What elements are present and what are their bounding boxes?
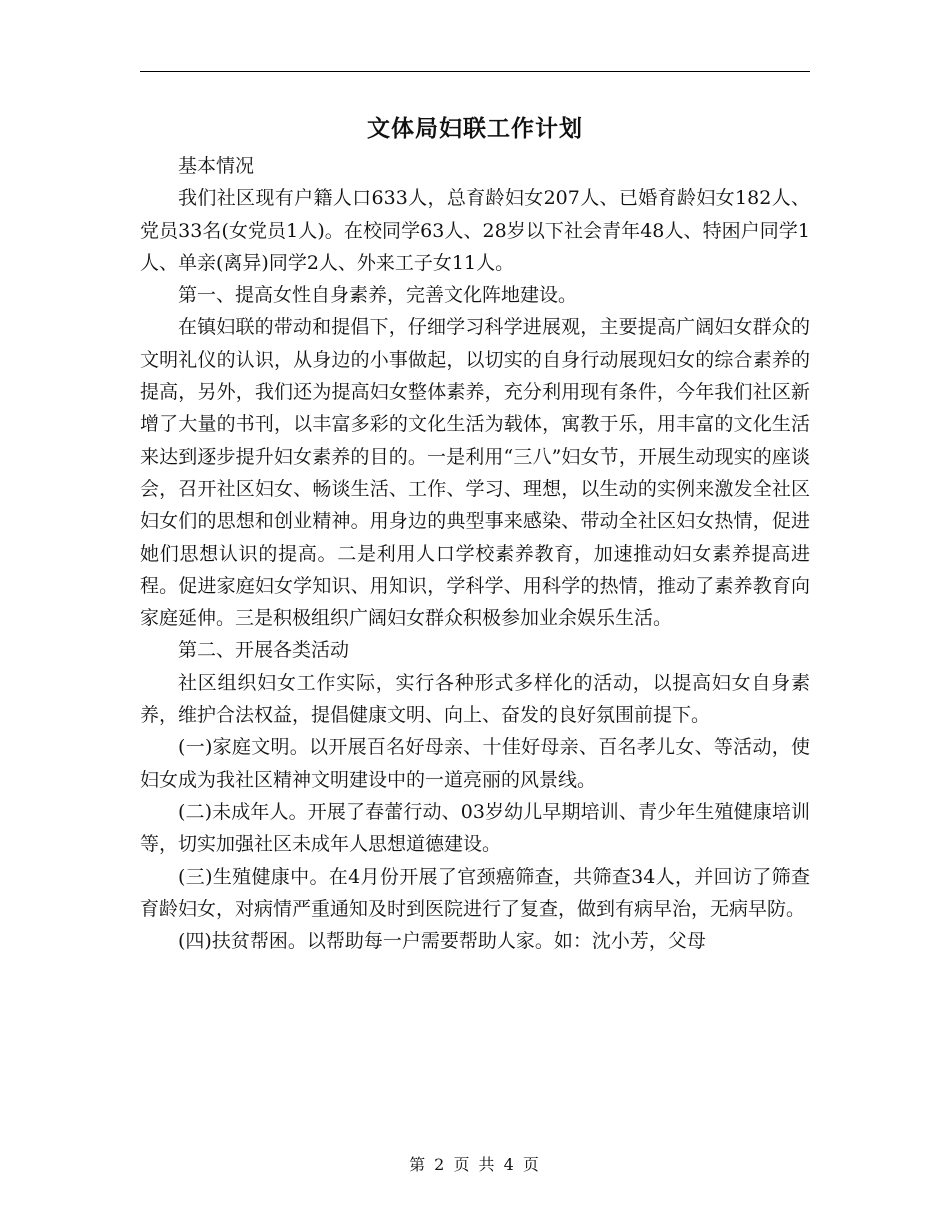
paragraph: (一)家庭文明。以开展百名好母亲、十佳好母亲、百名孝儿女、等活动，使妇女成为我社区精神文明建设中的一道亮丽的风景线。 xyxy=(140,736,810,791)
paragraph: 在镇妇联的带动和提倡下，仔细学习科学进展观，主要提高广阔妇女群众的文明礼仪的认识，从身边的小事做起，以切实的自身行动展现妇女的综合素养的提高，另外，我们还为提高妇女整体素养，充分利用现有条件，今年我们社区新增了大量的书刊，以丰富多彩的文化生活为载体，寓教于乐，用丰富的文化生活来达到逐步提升妇女素养的目的。一是利用“三八”妇女节，开展生动现实的座谈会，召开社区妇女、畅谈生活、工作、学习、理想，以生动的实例来激发全社区妇女们的思想和创业精神。用身边的典型事来感染、带动全社区妇女热情，促进她们思想认识的提高。二是利用人口学校素养教育，加速推动妇女素养提高进程。促进家庭妇女学知识、用知识，学科学、用科学的热情，推动了素养教育向家庭延伸。三是积极组织广阔妇女群众积极参加业余娱乐生活。 xyxy=(140,316,810,630)
paragraph: (三)生殖健康中。在4月份开展了官颈癌筛查，共筛查34人，并回访了筛查育龄妇女，对病情严重通知及时到医院进行了复查，做到有病早治，无病早防。 xyxy=(140,865,810,920)
paragraph: 第一、提高女性自身素养，完善文化阵地建设。 xyxy=(178,284,578,307)
document-body xyxy=(140,150,810,957)
paragraph: 第二、开展各类活动 xyxy=(178,639,350,662)
paragraph: (二)未成年人。开展了春蕾行动、03岁幼儿早期培训、青少年生殖健康培训等，切实加强社区未成年人思想道德建设。 xyxy=(140,800,810,856)
paragraph: 基本情况 xyxy=(178,155,255,177)
paragraph: 社区组织妇女工作实际，实行各种形式多样化的活动，以提高妇女自身素养，维护合法权益，提倡健康文明、向上、奋发的良好氛围前提下。 xyxy=(140,671,810,727)
document-title: 文体局妇联工作计划 xyxy=(367,115,583,142)
page-number: 第 2 页 共 4 页 xyxy=(409,1155,541,1174)
paragraph: (四)扶贫帮困。以帮助每一户需要帮助人家。如：沈小芳，父母 xyxy=(178,930,706,953)
paragraph: 我们社区现有户籍人口633人，总育龄妇女207人、已婚育龄妇女182人、党员33名(女党员1人)。在校同学63人、28岁以下社会青年48人、特困户同学1人、单亲(离异)同学2人、外来工子女11人。 xyxy=(140,187,810,274)
header-rule xyxy=(140,71,810,72)
